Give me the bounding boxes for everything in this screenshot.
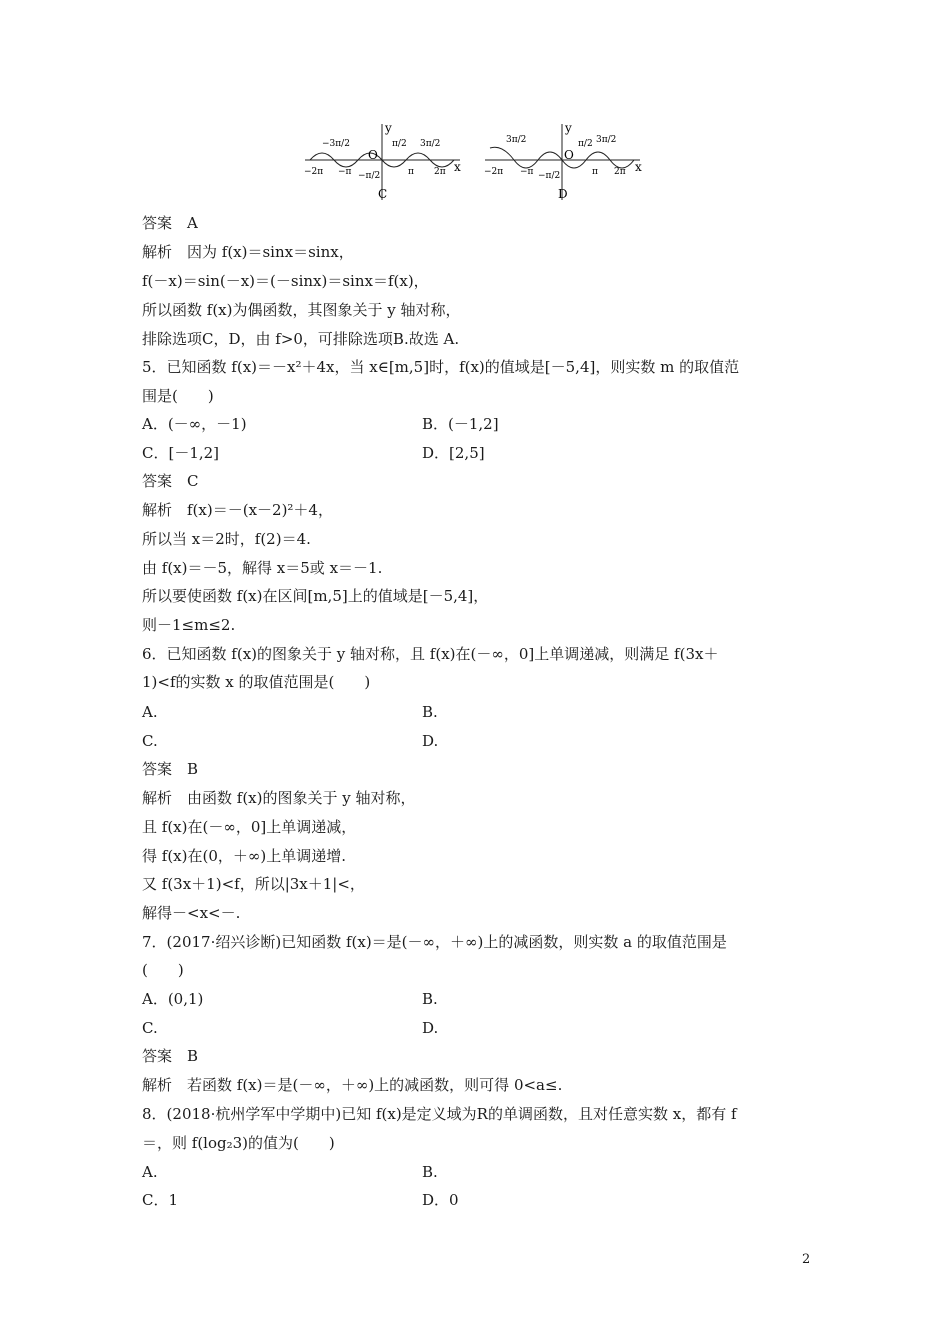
- graph-c-tick-neg-pi: −π: [338, 167, 352, 177]
- q6-analysis-line: 解得－<x<－.: [142, 904, 241, 922]
- q5-option-c: C．[－1,2]: [142, 444, 220, 462]
- q8-stem: 8．(2018·杭州学军中学期中)已知 f(x)是定义域为R的单调函数，且对任意实数 x，都有 f: [142, 1105, 737, 1123]
- q7-analysis-line: 解析 若函数 f(x)＝是(－∞，＋∞)上的减函数，则可得 0<a≤.: [142, 1076, 563, 1094]
- q6-stem: 6．已知函数 f(x)的图象关于 y 轴对称，且 f(x)在(－∞，0]上单调递减，则满足 f(3x＋: [142, 645, 719, 663]
- q7-option-b: B.: [422, 990, 438, 1008]
- q8-stem: ＝，则 f(log₂3)的值为( ): [142, 1134, 335, 1152]
- q8-option-d: D．0: [422, 1191, 459, 1209]
- answer-graphs-figure: [300, 118, 650, 208]
- graph-d-caption: D: [558, 187, 568, 201]
- graph-c-y-label: y: [385, 121, 392, 135]
- page-number: 2: [802, 1252, 811, 1267]
- q7-option-d: D.: [422, 1019, 439, 1037]
- q6-option-b: B.: [422, 703, 438, 721]
- graph-d-tick-3pi-2-left: 3π/2: [506, 135, 527, 145]
- q6-answer: 答案 B: [142, 760, 199, 778]
- q5-option-d: D．[2,5]: [422, 444, 485, 462]
- q6-analysis-line: 解析 由函数 f(x)的图象关于 y 轴对称，: [142, 789, 416, 807]
- graph-d: [484, 121, 642, 201]
- q5-analysis-line: 由 f(x)＝－5，解得 x＝5或 x＝－1.: [142, 559, 383, 577]
- q5-analysis-line: 解析 f(x)＝－(x－2)²＋4，: [142, 501, 333, 519]
- graph-d-tick-2pi: 2π: [614, 167, 626, 177]
- q4-answer: 答案 A: [142, 214, 198, 232]
- q7-stem: ( ): [142, 961, 184, 979]
- q6-analysis-line: 得 f(x)在(0，＋∞)上单调递增.: [142, 847, 346, 865]
- q5-option-a: A．(－∞，－1): [142, 415, 247, 433]
- q4-analysis-line: f(－x)＝sin(－x)＝(－sinx)＝sinx＝f(x)，: [142, 272, 429, 290]
- graph-c-tick-3pi-2: 3π/2: [420, 139, 441, 149]
- graph-d-tick-neg-pi-2: −π/2: [538, 171, 561, 181]
- graph-c-caption: C: [378, 187, 388, 201]
- graph-c-tick-neg-2pi: −2π: [304, 167, 324, 177]
- graph-c-origin: O: [368, 148, 378, 162]
- q4-analysis-line: 解析 因为 f(x)＝sinx＝sinx，: [142, 243, 354, 261]
- graph-d-origin: O: [564, 148, 574, 162]
- graph-c-tick-pi: π: [408, 167, 414, 177]
- q5-stem: 围是( ): [142, 387, 214, 405]
- graph-c: [304, 121, 461, 201]
- q7-option-a: A．(0,1): [142, 990, 204, 1008]
- q6-analysis-line: 又 f(3x＋1)<f，所以|3x＋1|<，: [142, 875, 365, 893]
- q6-analysis-line: 且 f(x)在(－∞，0]上单调递减，: [142, 818, 357, 836]
- q6-option-c: C.: [142, 732, 158, 750]
- q7-stem: 7．(2017·绍兴诊断)已知函数 f(x)＝是(－∞，＋∞)上的减函数，则实数 a 的取值范围是: [142, 933, 727, 951]
- graph-d-tick-neg-2pi: −2π: [484, 167, 504, 177]
- q4-analysis-line: 所以函数 f(x)为偶函数，其图象关于 y 轴对称，: [142, 301, 461, 319]
- q5-stem: 5．已知函数 f(x)＝－x²＋4x，当 x∈[m,5]时，f(x)的值域是[－5,4]，则实数 m 的取值范: [142, 358, 740, 376]
- q5-analysis-line: 则－1≤m≤2.: [142, 616, 236, 634]
- q5-option-b: B．(－1,2]: [422, 415, 499, 433]
- graph-d-tick-3pi-2: 3π/2: [596, 135, 617, 145]
- q6-stem: 1)<f的实数 x 的取值范围是( ): [142, 673, 371, 691]
- q6-option-d: D.: [422, 732, 439, 750]
- graph-c-tick-2pi: 2π: [434, 167, 446, 177]
- q5-analysis-line: 所以要使函数 f(x)在区间[m,5]上的值域是[－5,4]，: [142, 587, 489, 605]
- q8-option-a: A.: [142, 1163, 158, 1181]
- graph-d-tick-pi-2: π/2: [578, 139, 593, 149]
- q7-answer: 答案 B: [142, 1047, 199, 1065]
- q5-answer: 答案 C: [142, 472, 199, 490]
- q6-option-a: A.: [142, 703, 158, 721]
- graph-d-tick-neg-pi: −π: [520, 167, 534, 177]
- q8-option-c: C．1: [142, 1191, 179, 1209]
- q5-analysis-line: 所以当 x＝2时，f(2)＝4.: [142, 530, 311, 548]
- graph-d-tick-pi: π: [592, 167, 598, 177]
- graph-d-y-label: y: [565, 121, 572, 135]
- graph-c-tick-neg-3pi-2: −3π/2: [322, 139, 350, 149]
- graph-c-x-label: x: [454, 160, 461, 174]
- graph-c-tick-pi-2: π/2: [392, 139, 407, 149]
- graph-c-tick-neg-pi-2: −π/2: [358, 171, 381, 181]
- graph-d-x-label: x: [635, 160, 642, 174]
- q7-option-c: C.: [142, 1019, 158, 1037]
- q4-analysis-line: 排除选项C，D，由 f>0，可排除选项B.故选 A.: [142, 330, 460, 348]
- q8-option-b: B.: [422, 1163, 438, 1181]
